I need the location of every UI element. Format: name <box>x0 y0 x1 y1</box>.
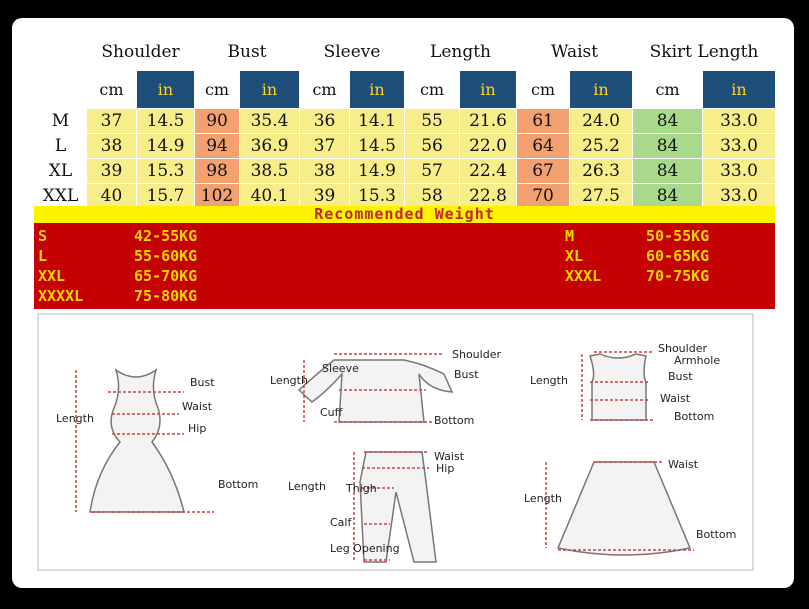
label-skirt-length: Length <box>524 492 562 505</box>
label-skirt-waist: Waist <box>668 458 699 471</box>
skirt-figure <box>546 462 694 555</box>
weight-size: L <box>38 247 48 265</box>
table-cell: 37 <box>87 109 137 134</box>
label-dress-length: Length <box>56 412 94 425</box>
unit-cell: cm <box>517 71 570 109</box>
label-pants-hip: Hip <box>436 462 455 475</box>
table-cell: 58 <box>405 184 460 209</box>
table-cell: 56 <box>405 134 460 159</box>
label-vest-bust: Bust <box>668 370 693 383</box>
weight-range: 70-75KG <box>646 267 710 285</box>
table-cell: 102 <box>195 184 240 209</box>
size-cell: M <box>35 109 87 134</box>
table-cell: 84 <box>633 109 703 134</box>
label-vest-length: Length <box>530 374 568 387</box>
weight-size: XXL <box>38 267 66 285</box>
label-skirt-bottom: Bottom <box>696 528 737 541</box>
table-cell: 22.4 <box>460 159 517 184</box>
size-header: Size <box>35 34 87 109</box>
table-cell: 21.6 <box>460 109 517 134</box>
dress-figure <box>76 370 214 512</box>
size-table <box>34 33 776 209</box>
unit-cell: in <box>137 71 195 109</box>
size-cell: L <box>35 134 87 159</box>
table-cell: 27.5 <box>570 184 633 209</box>
table-cell: 84 <box>633 134 703 159</box>
recommended-weight-title: Recommended Weight <box>34 206 775 223</box>
label-pants-thigh: Thigh <box>346 482 377 495</box>
table-cell: 98 <box>195 159 240 184</box>
label-top-cuff: Cuff <box>320 406 343 419</box>
unit-cell: cm <box>633 71 703 109</box>
table-cell: 36.9 <box>240 134 300 159</box>
table-cell: 55 <box>405 109 460 134</box>
weight-size: XL <box>565 247 584 265</box>
table-row <box>35 134 776 159</box>
table-cell: 37 <box>300 134 350 159</box>
unit-cell: cm <box>405 71 460 109</box>
measurement-diagram-svg <box>34 312 775 573</box>
weight-range: 42-55KG <box>134 227 198 245</box>
column-header-length: Length <box>405 34 517 71</box>
label-pants-length: Length <box>288 480 326 493</box>
table-cell: 25.2 <box>570 134 633 159</box>
table-cell: 33.0 <box>703 159 776 184</box>
label-vest-armhole: Armhole <box>674 354 721 367</box>
table-cell: 57 <box>405 159 460 184</box>
table-cell: 22.0 <box>460 134 517 159</box>
weight-size: XXXXL <box>38 287 84 305</box>
measurement-diagram <box>34 312 775 573</box>
label-dress-hip: Hip <box>188 422 207 435</box>
weight-range: 75-80KG <box>134 287 198 305</box>
label-top-sleeve: Sleeve <box>322 362 359 375</box>
table-cell: 70 <box>517 184 570 209</box>
table-cell: 14.5 <box>350 134 405 159</box>
column-header-shoulder: Shoulder <box>87 34 195 71</box>
vest-figure <box>582 352 654 420</box>
table-cell: 26.3 <box>570 159 633 184</box>
label-dress-bust: Bust <box>190 376 215 389</box>
table-cell: 33.0 <box>703 184 776 209</box>
table-cell: 67 <box>517 159 570 184</box>
table-cell: 64 <box>517 134 570 159</box>
weight-range: 55-60KG <box>134 247 198 265</box>
unit-cell: cm <box>195 71 240 109</box>
label-top-bottom: Bottom <box>434 414 475 427</box>
table-cell: 38.5 <box>240 159 300 184</box>
weight-range: 65-70KG <box>134 267 198 285</box>
unit-cell: in <box>703 71 776 109</box>
unit-cell: in <box>350 71 405 109</box>
label-vest-shoulder: Shoulder <box>658 342 707 355</box>
label-vest-waist: Waist <box>660 392 691 405</box>
table-cell: 15.3 <box>137 159 195 184</box>
table-row <box>35 109 776 134</box>
unit-cell: in <box>240 71 300 109</box>
label-pants-leg-opening: Leg Opening <box>330 542 400 555</box>
table-cell: 14.9 <box>137 134 195 159</box>
table-cell: 40 <box>87 184 137 209</box>
weight-size: M <box>565 227 575 245</box>
size-cell: XL <box>35 159 87 184</box>
table-cell: 15.3 <box>350 184 405 209</box>
table-cell: 35.4 <box>240 109 300 134</box>
label-pants-calf: Calf <box>330 516 352 529</box>
label-top-length: Length <box>270 374 308 387</box>
size-cell: XXL <box>35 184 87 209</box>
table-cell: 40.1 <box>240 184 300 209</box>
label-dress-waist: Waist <box>182 400 213 413</box>
table-cell: 15.7 <box>137 184 195 209</box>
table-cell: 39 <box>300 184 350 209</box>
unit-cell: cm <box>300 71 350 109</box>
table-cell: 33.0 <box>703 134 776 159</box>
column-header-bust: Bust <box>195 34 300 71</box>
weight-size: S <box>38 227 48 245</box>
table-cell: 61 <box>517 109 570 134</box>
table-cell: 38 <box>87 134 137 159</box>
label-dress-bottom: Bottom <box>218 478 259 491</box>
label-top-shoulder: Shoulder <box>452 348 501 361</box>
table-cell: 84 <box>633 159 703 184</box>
table-cell: 38 <box>300 159 350 184</box>
table-cell: 24.0 <box>570 109 633 134</box>
table-cell: 36 <box>300 109 350 134</box>
table-cell: 33.0 <box>703 109 776 134</box>
weight-range: 60-65KG <box>646 247 710 265</box>
label-pants-waist: Waist <box>434 450 465 463</box>
table-cell: 14.5 <box>137 109 195 134</box>
size-chart-sheet <box>34 33 775 573</box>
table-cell: 94 <box>195 134 240 159</box>
unit-cell: in <box>460 71 517 109</box>
table-cell: 84 <box>633 184 703 209</box>
label-top-bust: Bust <box>454 368 479 381</box>
column-header-skirt-length: Skirt Length <box>633 34 776 71</box>
column-header-sleeve: Sleeve <box>300 34 405 71</box>
table-cell: 39 <box>87 159 137 184</box>
table-cell: 90 <box>195 109 240 134</box>
unit-cell: in <box>570 71 633 109</box>
label-vest-bottom: Bottom <box>674 410 715 423</box>
unit-cell: cm <box>87 71 137 109</box>
weight-size: XXXL <box>565 267 602 285</box>
recommended-weight-panel <box>34 223 775 309</box>
table-cell: 14.9 <box>350 159 405 184</box>
table-cell: 22.8 <box>460 184 517 209</box>
weight-range: 50-55KG <box>646 227 710 245</box>
table-cell: 14.1 <box>350 109 405 134</box>
table-row <box>35 159 776 184</box>
column-header-waist: Waist <box>517 34 633 71</box>
